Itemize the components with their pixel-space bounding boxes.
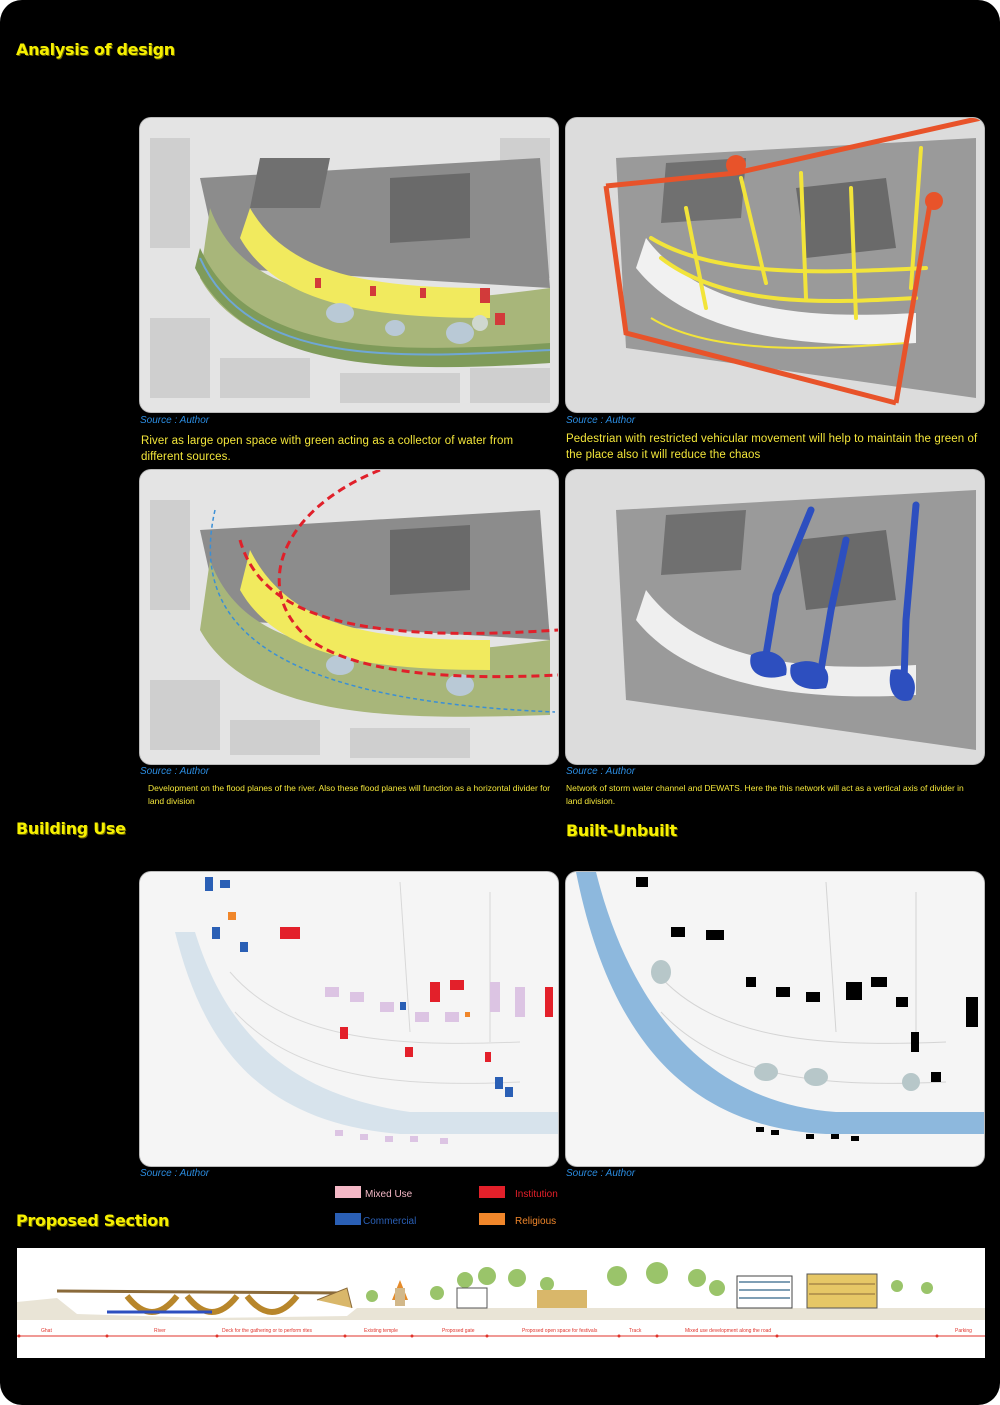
legend-swatch-mixed-use: [335, 1186, 361, 1198]
map-river-open-space: [140, 118, 558, 412]
map-pedestrian-movement: [566, 118, 984, 412]
proposed-section-drawing: [17, 1248, 985, 1358]
heading-analysis: Analysis of design: [16, 40, 175, 59]
map-built-unbuilt: [566, 872, 984, 1166]
section-label-mixed-use-development: Mixed use development along the road: [685, 1328, 772, 1334]
caption-storm-water-network: Network of storm water channel and DEWATS. Here the this network will act as a vertical axis of divider in land division.: [566, 783, 964, 806]
legend-label-mixed-use: Mixed Use: [365, 1189, 413, 1200]
section-label-parking: Parking: [955, 1328, 972, 1334]
map-building-use: [140, 872, 558, 1166]
section-label-open-space: Proposed open space for festivals: [522, 1328, 598, 1334]
source-label: Source : Author: [140, 415, 210, 426]
map-storm-water-network: [566, 470, 984, 764]
legend-swatch-commercial: [335, 1213, 361, 1225]
section-label-ghat: Ghat: [41, 1328, 52, 1334]
section-label-track: Track: [629, 1328, 642, 1334]
source-label: Source : Author: [566, 415, 636, 426]
legend-label-commercial: Commercial: [363, 1216, 417, 1227]
section-label-proposed-gate: Proposed gate: [442, 1328, 475, 1334]
source-label: Source : Author: [566, 766, 636, 777]
caption-flood-plane-development: Development on the flood planes of the river. Also these flood planes will function as a horizontal divider for land division: [148, 783, 551, 806]
section-label-existing-temple: Existing temple: [364, 1328, 398, 1334]
caption-river-open-space: River as large open space with green acting as a collector of water from different sources.: [141, 435, 514, 463]
legend-label-religious: Religious: [515, 1216, 557, 1227]
legend-swatch-institution: [479, 1186, 505, 1198]
section-label-river: River: [154, 1328, 166, 1334]
heading-building-use: Building Use: [16, 819, 126, 838]
legend-swatch-religious: [479, 1213, 505, 1225]
source-label: Source : Author: [140, 766, 210, 777]
heading-proposed-section: Proposed Section: [16, 1211, 170, 1230]
heading-built-unbuilt: Built-Unbuilt: [566, 821, 677, 840]
legend-label-institution: Institution: [515, 1189, 558, 1200]
source-label: Source : Author: [566, 1168, 636, 1179]
section-label-deck: Deck for the gathering or to perform rites: [222, 1328, 313, 1334]
map-flood-plane-development: [140, 470, 558, 764]
source-label: Source : Author: [140, 1168, 210, 1179]
caption-pedestrian-movement: Pedestrian with restricted vehicular movement will help to maintain the green of the place also it will reduce the chaos: [566, 433, 978, 461]
